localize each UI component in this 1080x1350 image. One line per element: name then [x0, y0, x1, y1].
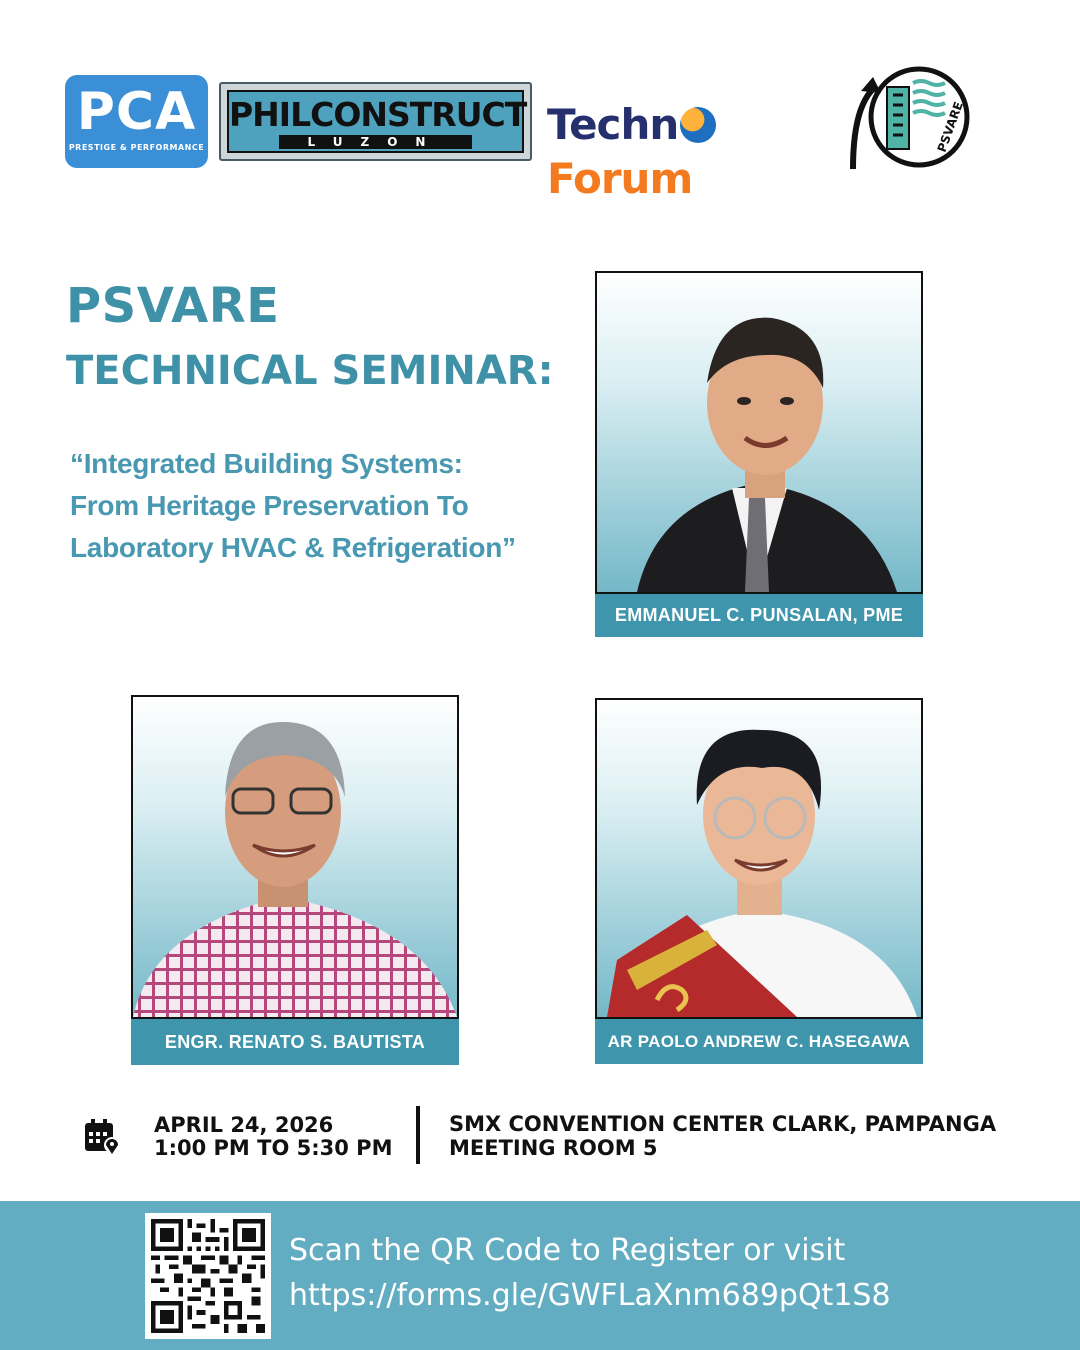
speaker-name-bautista: ENGR. RENATO S. BAUTISTA — [131, 1019, 459, 1065]
topic-line-1: “Integrated Building Systems: — [70, 448, 463, 479]
speaker-photo-bautista — [131, 695, 459, 1019]
pca-logo-mark: PCA — [76, 82, 197, 142]
event-date: APRIL 24, 2026 — [154, 1113, 334, 1137]
event-venue: SMX CONVENTION CENTER CLARK, PAMPANGA — [449, 1112, 997, 1136]
psvare-logo-mark: PSVARE — [934, 99, 966, 155]
philconstruct-logo-name: PHILCONSTRUCT — [229, 95, 527, 134]
technoforum-logo-part2: Forum — [547, 154, 693, 203]
speaker-card-punsalan — [595, 271, 923, 637]
globe-icon — [680, 107, 716, 143]
registration-qr-code[interactable] — [145, 1213, 271, 1339]
speaker-card-hasegawa — [595, 698, 923, 1064]
philconstruct-logo — [219, 82, 532, 161]
technoforum-logo — [547, 98, 837, 203]
registration-link[interactable]: https://forms.gle/GWFLaXnm689pQt1S8 — [289, 1278, 891, 1313]
philconstruct-logo-sub: LUZON — [279, 135, 472, 149]
speaker-name-punsalan: EMMANUEL C. PUNSALAN, PME — [595, 594, 923, 637]
pca-logo — [65, 75, 208, 168]
speaker-name-hasegawa: AR PAOLO ANDREW C. HASEGAWA — [595, 1019, 923, 1064]
pca-logo-tagline: PRESTIGE & PERFORMANCE — [68, 143, 205, 152]
seminar-topic — [70, 443, 570, 569]
register-instruction: Scan the QR Code to Register or visit — [289, 1233, 846, 1268]
speaker-photo-hasegawa — [595, 698, 923, 1019]
calendar-location-icon — [83, 1117, 121, 1155]
topic-line-2: From Heritage Preservation To — [70, 490, 469, 521]
speaker-card-bautista — [131, 695, 459, 1065]
event-room: MEETING ROOM 5 — [449, 1136, 658, 1160]
speaker-photo-punsalan — [595, 271, 923, 594]
event-time: 1:00 PM TO 5:30 PM — [154, 1136, 393, 1160]
psvare-logo — [847, 65, 972, 175]
seminar-org-title: PSVARE — [66, 278, 280, 334]
topic-line-3: Laboratory HVAC & Refrigeration” — [70, 532, 516, 563]
seminar-type-title: TECHNICAL SEMINAR: — [66, 348, 554, 394]
technoforum-logo-part1: Techn — [547, 100, 679, 149]
details-divider — [416, 1106, 420, 1164]
